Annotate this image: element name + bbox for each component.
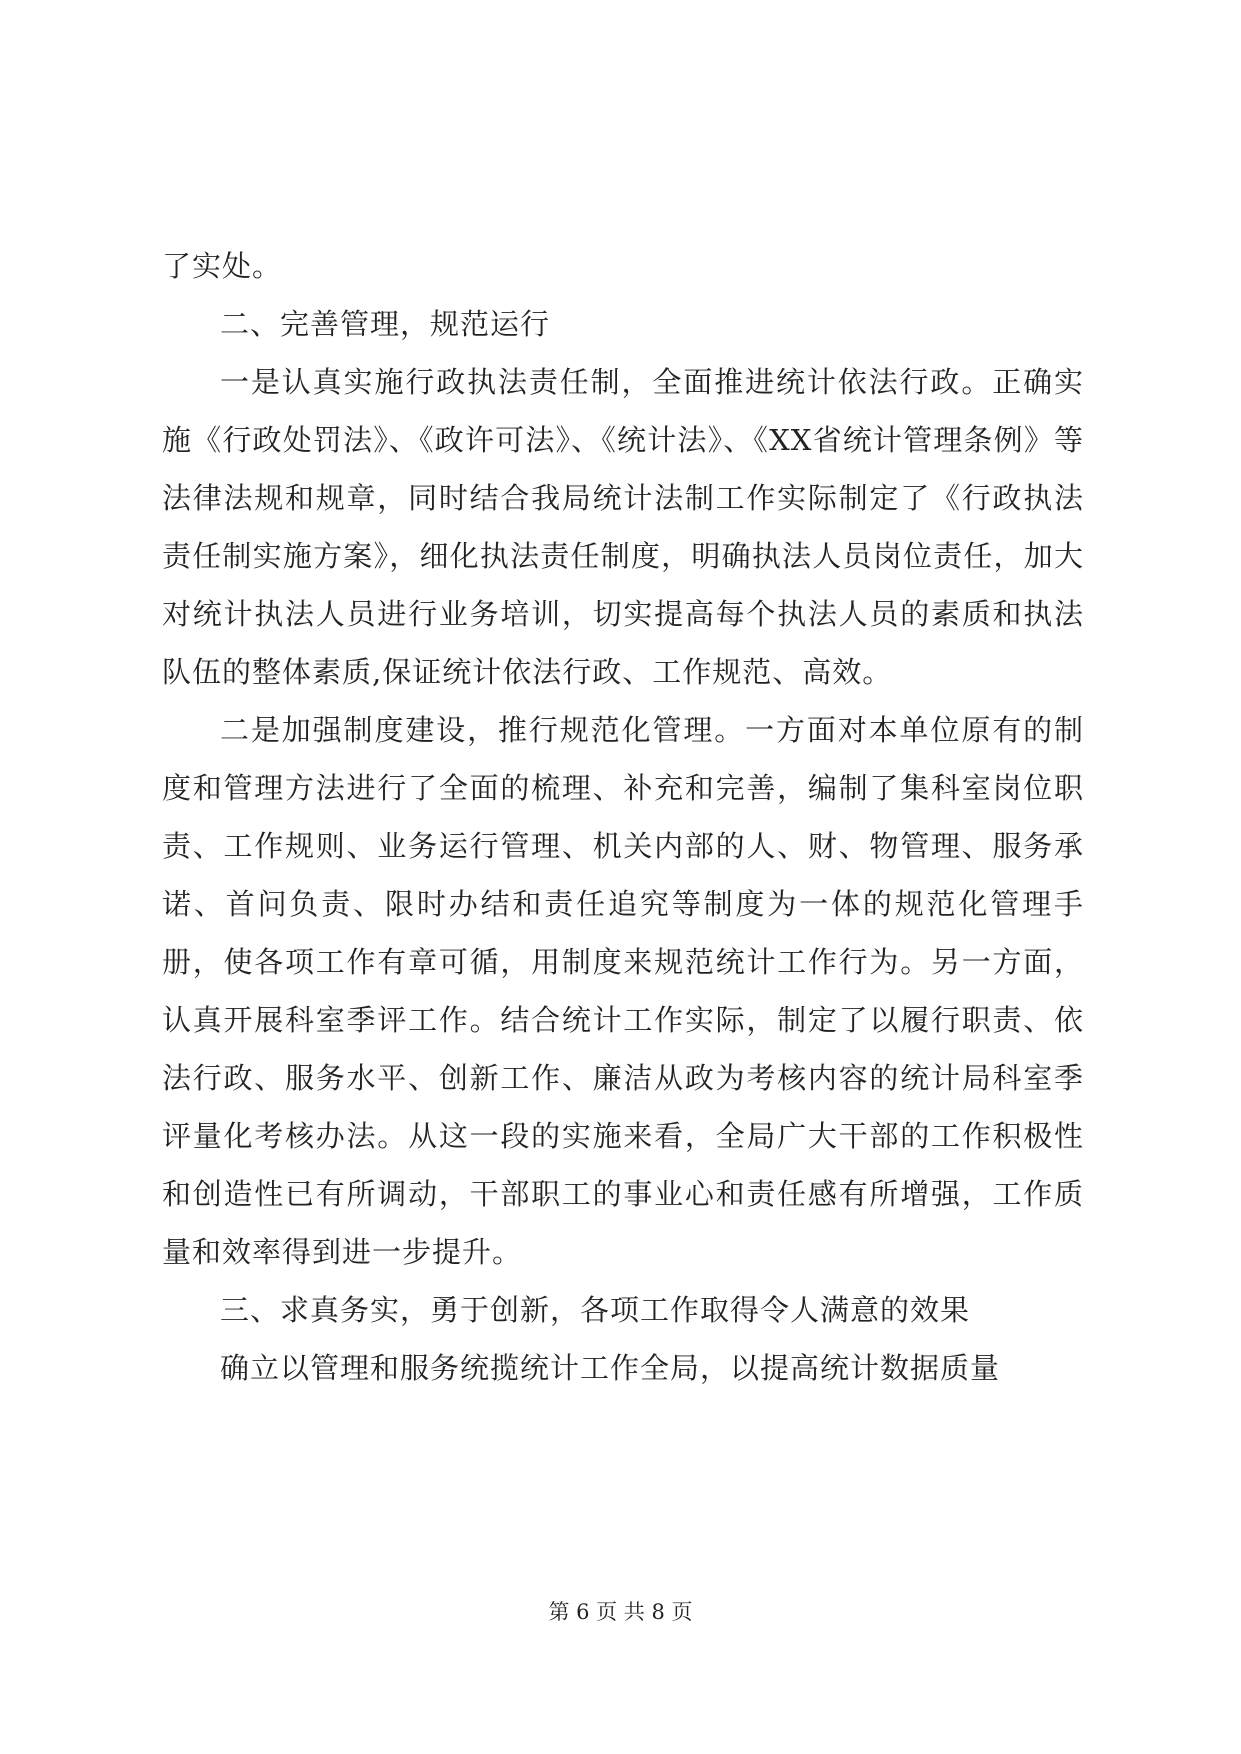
document-body: [162, 237, 1084, 1397]
section-heading-3: 三、求真务实，勇于创新，各项工作取得令人满意的效果: [220, 1293, 971, 1327]
paragraph-law-enforcement: 一是认真实施行政执法责任制，全面推进统计依法行政。正确实施《行政处罚法》、《政许可法》、《统计法》、《XX省统计管理条例》等法律法规和规章，同时结合我局统计法制工作实际制定了《行政执法责任制实施方案》，细化执法责任制度，明确执法人员岗位责任，加大对统计执法人员进行业务培训，切实提高每个执法人员的素质和执法队伍的整体素质,保证统计依法行政、工作规范、高效。: [162, 365, 1084, 689]
paragraph-management-service: 确立以管理和服务统揽统计工作全局，以提高统计数据质量: [220, 1351, 1001, 1385]
paragraph-system-building: 二是加强制度建设，推行规范化管理。一方面对本单位原有的制度和管理方法进行了全面的梳理、补充和完善，编制了集科室岗位职责、工作规则、业务运行管理、机关内部的人、财、物管理、服务承诺、首问负责、限时办结和责任追究等制度为一体的规范化管理手册，使各项工作有章可循，用制度来规范统计工作行为。另一方面，认真开展科室季评工作。结合统计工作实际，制定了以履行职责、依法行政、服务水平、创新工作、廉洁从政为考核内容的统计局科室季评量化考核办法。从这一段的实施来看，全局广大干部的工作积极性和创造性已有所调动，干部职工的事业心和责任感有所增强，工作质量和效率得到进一步提升。: [162, 713, 1084, 1269]
page-number-footer: 第 6 页 共 8 页: [548, 1600, 693, 1624]
paragraph-continuation: 了实处。: [162, 249, 283, 283]
section-heading-2: 二、完善管理，规范运行: [220, 307, 551, 341]
